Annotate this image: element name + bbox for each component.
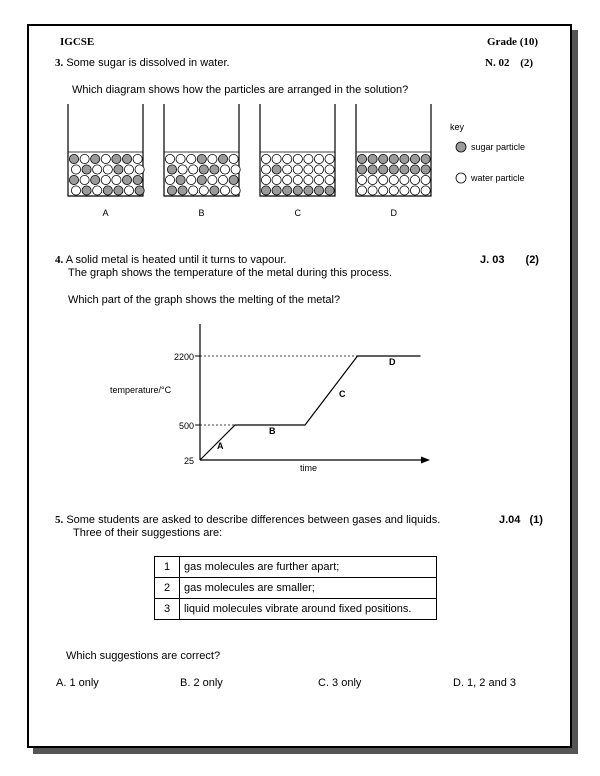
- water-particle: [71, 165, 80, 174]
- sugar-particle: [133, 175, 142, 184]
- water-particle: [357, 175, 366, 184]
- water-particle: [261, 154, 270, 163]
- water-particle: [283, 175, 292, 184]
- water-particle: [103, 165, 112, 174]
- sugar-particle: [325, 186, 334, 195]
- water-particle: [293, 154, 302, 163]
- sugar-particle: [218, 154, 227, 163]
- q5-number: 5.: [55, 514, 64, 526]
- water-particle: [261, 175, 270, 184]
- water-particle: [124, 165, 133, 174]
- water-particle: [304, 175, 313, 184]
- sugar-particle: [379, 165, 388, 174]
- grade-label: Grade (10): [487, 36, 539, 48]
- q4-prompt: Which part of the graph shows the melting of the metal?: [68, 294, 341, 306]
- sugar-particle: [91, 175, 100, 184]
- sugar-particle: [421, 165, 430, 174]
- sugar-particle: [293, 186, 302, 195]
- water-particle: [135, 165, 144, 174]
- sugar-particle: [103, 186, 112, 195]
- sugar-particle: [82, 186, 91, 195]
- sugar-particle: [389, 165, 398, 174]
- q5-stem: [55, 514, 440, 526]
- water-particle: [283, 165, 292, 174]
- sugar-particle: [167, 165, 176, 174]
- temperature-time-graph: [100, 318, 445, 480]
- water-particle: [368, 186, 377, 195]
- sugar-particle: [379, 154, 388, 163]
- segment-label-c: C: [339, 389, 346, 399]
- x-axis-title: time: [300, 463, 318, 473]
- q4-line2: The graph shows the temperature of the metal during this process.: [68, 267, 393, 279]
- water-particle: [112, 175, 121, 184]
- water-particle: [229, 154, 238, 163]
- beaker-a: [68, 104, 144, 218]
- key-title: key: [450, 122, 465, 132]
- option-b[interactable]: B. 2 only: [180, 677, 223, 689]
- water-particle: [379, 186, 388, 195]
- q4-ref: [480, 254, 539, 266]
- water-particle: [208, 175, 217, 184]
- sugar-key-icon: [456, 142, 466, 152]
- water-particle: [314, 165, 323, 174]
- water-particle: [165, 175, 174, 184]
- beaker-label: A: [102, 208, 109, 218]
- beaker-c: [260, 104, 335, 218]
- water-particle: [283, 154, 292, 163]
- water-key-icon: [456, 173, 466, 183]
- q3-ref: [485, 57, 533, 69]
- water-particle: [189, 165, 198, 174]
- water-particle: [400, 186, 409, 195]
- sugar-particle: [114, 186, 123, 195]
- water-particle: [389, 175, 398, 184]
- q5-line2: Three of their suggestions are:: [73, 527, 223, 539]
- water-particle: [325, 154, 334, 163]
- sugar-particle: [261, 186, 270, 195]
- water-particle: [293, 175, 302, 184]
- water-key-label: water particle: [471, 173, 525, 183]
- water-particle: [101, 154, 110, 163]
- water-particle: [314, 154, 323, 163]
- sugar-particle: [421, 154, 430, 163]
- sugar-particle: [410, 165, 419, 174]
- beaker-label: D: [390, 208, 397, 218]
- q5-line1: Some students are asked to describe differences between gases and liquids.: [66, 514, 441, 526]
- sugar-particle: [272, 165, 281, 174]
- sugar-particle: [410, 154, 419, 163]
- segment-label-b: B: [269, 426, 276, 436]
- water-particle: [410, 175, 419, 184]
- water-particle: [187, 175, 196, 184]
- water-particle: [314, 175, 323, 184]
- water-particle: [101, 175, 110, 184]
- q5-source: J.04: [499, 514, 521, 526]
- sugar-particle: [69, 175, 78, 184]
- sugar-particle: [69, 154, 78, 163]
- sugar-particle: [357, 154, 366, 163]
- water-particle: [218, 175, 227, 184]
- q3-prompt: Which diagram shows how the particles are arranged in the solution?: [72, 84, 409, 96]
- q4-marks: (2): [525, 254, 539, 266]
- q4-line1: A solid metal is heated until it turns to vapour.: [65, 254, 287, 266]
- sugar-particle: [114, 165, 123, 174]
- water-particle: [421, 186, 430, 195]
- water-particle: [124, 186, 133, 195]
- water-particle: [272, 175, 281, 184]
- sugar-particle: [178, 186, 187, 195]
- sugar-particle: [91, 154, 100, 163]
- particle-key: [450, 122, 525, 183]
- suggestion-text: gas molecules are further apart;: [180, 557, 437, 578]
- water-particle: [80, 154, 89, 163]
- water-particle: [389, 186, 398, 195]
- q5-prompt: Which suggestions are correct?: [66, 650, 221, 662]
- table-row: [155, 599, 437, 620]
- water-particle: [231, 186, 240, 195]
- q3-text: Some sugar is dissolved in water.: [66, 57, 230, 69]
- water-particle: [199, 186, 208, 195]
- sugar-particle: [400, 165, 409, 174]
- sugar-particle: [229, 175, 238, 184]
- water-particle: [165, 154, 174, 163]
- water-particle: [325, 165, 334, 174]
- water-particle: [71, 186, 80, 195]
- sugar-particle: [304, 186, 313, 195]
- water-particle: [304, 165, 313, 174]
- suggestions-table: [154, 556, 437, 620]
- water-particle: [421, 175, 430, 184]
- sugar-particle: [135, 186, 144, 195]
- suggestion-number: 1: [155, 557, 180, 578]
- water-particle: [220, 165, 229, 174]
- q4-number: 4.: [55, 254, 64, 266]
- sugar-particle: [122, 154, 131, 163]
- beaker-b: [164, 104, 240, 218]
- sugar-particle: [112, 154, 121, 163]
- water-particle: [176, 154, 185, 163]
- water-particle: [178, 165, 187, 174]
- option-c[interactable]: C. 3 only: [318, 677, 362, 689]
- sugar-particle: [357, 165, 366, 174]
- q3-number: 3.: [55, 57, 64, 69]
- course-title: IGCSE: [60, 36, 95, 48]
- sugar-particle: [272, 186, 281, 195]
- q5-ref: [499, 514, 543, 526]
- sugar-particle: [400, 154, 409, 163]
- table-row: [155, 557, 437, 578]
- sugar-key-label: sugar particle: [471, 142, 526, 152]
- y-tick-label: 500: [178, 421, 194, 431]
- q3-source: N. 02: [485, 57, 510, 69]
- water-particle: [379, 175, 388, 184]
- water-particle: [93, 186, 102, 195]
- q3-stem: [55, 57, 230, 69]
- temperature-line: [200, 356, 421, 460]
- water-particle: [357, 186, 366, 195]
- water-particle: [261, 165, 270, 174]
- q4-stem: [55, 254, 286, 266]
- suggestion-text: gas molecules are smaller;: [180, 578, 437, 599]
- q4-source: J. 03: [480, 254, 505, 266]
- sugar-particle: [389, 154, 398, 163]
- sugar-particle: [210, 165, 219, 174]
- beaker-d: [356, 104, 431, 218]
- sugar-particle: [167, 186, 176, 195]
- beaker-label: C: [294, 208, 301, 218]
- sugar-particle: [199, 165, 208, 174]
- sugar-particle: [197, 154, 206, 163]
- water-particle: [80, 175, 89, 184]
- sugar-particle: [283, 186, 292, 195]
- y-tick-label: 25: [183, 456, 194, 466]
- option-d[interactable]: D. 1, 2 and 3: [453, 677, 516, 689]
- water-particle: [133, 154, 142, 163]
- suggestion-number: 3: [155, 599, 180, 620]
- water-particle: [272, 154, 281, 163]
- water-particle: [325, 175, 334, 184]
- sugar-particle: [368, 154, 377, 163]
- segment-label-a: A: [217, 441, 224, 451]
- x-axis-arrow: [421, 457, 430, 464]
- suggestion-number: 2: [155, 578, 180, 599]
- water-particle: [293, 165, 302, 174]
- table-row: [155, 578, 437, 599]
- option-a[interactable]: A. 1 only: [56, 677, 99, 689]
- suggestion-text: liquid molecules vibrate around fixed positions.: [180, 599, 437, 620]
- sugar-particle: [82, 165, 91, 174]
- sugar-particle: [197, 175, 206, 184]
- water-particle: [220, 186, 229, 195]
- water-particle: [400, 175, 409, 184]
- sugar-particle: [122, 175, 131, 184]
- y-tick-label: 2200: [173, 352, 194, 362]
- y-axis-title: temperature/°C: [110, 385, 172, 395]
- water-particle: [231, 165, 240, 174]
- water-particle: [189, 186, 198, 195]
- water-particle: [208, 154, 217, 163]
- sugar-particle: [368, 165, 377, 174]
- q3-marks: (2): [520, 57, 534, 69]
- sugar-particle: [314, 186, 323, 195]
- segment-label-d: D: [389, 357, 396, 367]
- beaker-label: B: [198, 208, 205, 218]
- q5-marks: (1): [529, 514, 543, 526]
- water-particle: [368, 175, 377, 184]
- sugar-particle: [210, 186, 219, 195]
- sugar-particle: [176, 175, 185, 184]
- q3-beaker-diagrams: [60, 102, 550, 232]
- water-particle: [304, 154, 313, 163]
- water-particle: [410, 186, 419, 195]
- water-particle: [93, 165, 102, 174]
- water-particle: [187, 154, 196, 163]
